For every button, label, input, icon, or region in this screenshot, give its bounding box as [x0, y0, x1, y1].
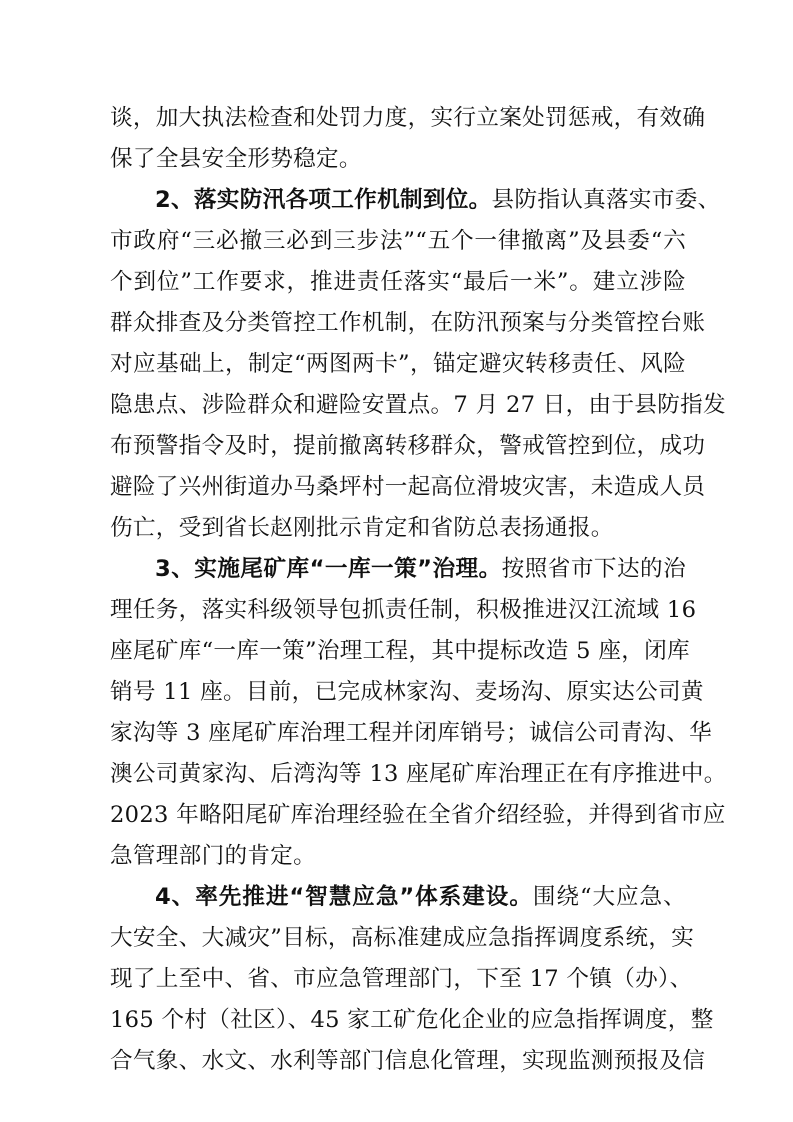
para2-line: 避险了兴州街道办马桑坪村一起高位滑坡灾害，未造成人员 — [110, 474, 706, 500]
para2-heading: 2、落实防汛各项工作机制到位。 — [155, 187, 492, 213]
para4-line: 合气象、水文、水利等部门信息化管理，实现监测预报及信 — [110, 1048, 706, 1074]
para2-line: 隐患点、涉险群众和避险安置点。7 月 27 日，由于县防指发 — [110, 392, 726, 418]
para3-text: 按照省市下达的治 — [501, 556, 686, 582]
para2-line: 对应基础上，制定“两图两卡”，锚定避灾转移责任、风险 — [110, 351, 686, 377]
para4-line: 现了上至中、省、市应急管理部门，下至 17 个镇（办）、 — [110, 966, 693, 992]
para3-line: 2023 年略阳尾矿库治理经验在全省介绍经验，并得到省市应 — [110, 802, 726, 828]
para3-line: 座尾矿库“一库一策”治理工程，其中提标改造 5 座，闭库 — [110, 638, 690, 664]
para3-line: 急管理部门的肯定。 — [110, 843, 317, 869]
para4-text: 围绕“大应急、 — [532, 884, 686, 910]
para2-line: 群众排查及分类管控工作机制，在防汛预案与分类管控台账 — [110, 310, 706, 336]
para1-line: 保了全县安全形势稳定。 — [110, 146, 362, 172]
para3-line: 销号 11 座。目前，已完成林家沟、麦场沟、原实达公司黄 — [110, 679, 704, 705]
para1-line: 谈，加大执法检查和处罚力度，实行立案处罚惩戒，有效确 — [110, 105, 706, 131]
para2-line: 布预警指令及时，提前撤离转移群众，警戒管控到位，成功 — [110, 433, 706, 459]
para2-line: 个到位”工作要求，推进责任落实“最后一米”。建立涉险 — [110, 269, 686, 295]
para3-first-line — [155, 548, 686, 590]
para2-line: 市政府“三必撤三必到三步法”“五个一律撤离”及县委“六 — [110, 228, 686, 254]
para4-heading: 4、率先推进“智慧应急”体系建设。 — [155, 884, 533, 910]
para3-line: 澳公司黄家沟、后湾沟等 13 座尾矿库治理正在有序推进中。 — [110, 761, 727, 787]
para4-line: 大安全、大减灾”目标，高标准建成应急指挥调度系统，实 — [110, 925, 695, 951]
para4-line: 165 个村（社区）、45 家工矿危化企业的应急指挥调度，整 — [110, 1007, 714, 1033]
para4-first-line — [155, 876, 686, 918]
para2-text: 县防指认真落实市委、 — [491, 187, 721, 213]
para2-line: 伤亡，受到省长赵刚批示肯定和省防总表扬通报。 — [110, 515, 614, 541]
para3-line: 家沟等 3 座尾矿库治理工程并闭库销号；诚信公司青沟、华 — [110, 720, 712, 746]
para3-heading: 3、实施尾矿库“一库一策”治理。 — [155, 556, 502, 582]
para2-first-line — [155, 179, 721, 221]
para3-line: 理任务，落实科级领导包抓责任制，积极推进汉江流域 16 — [110, 597, 697, 623]
